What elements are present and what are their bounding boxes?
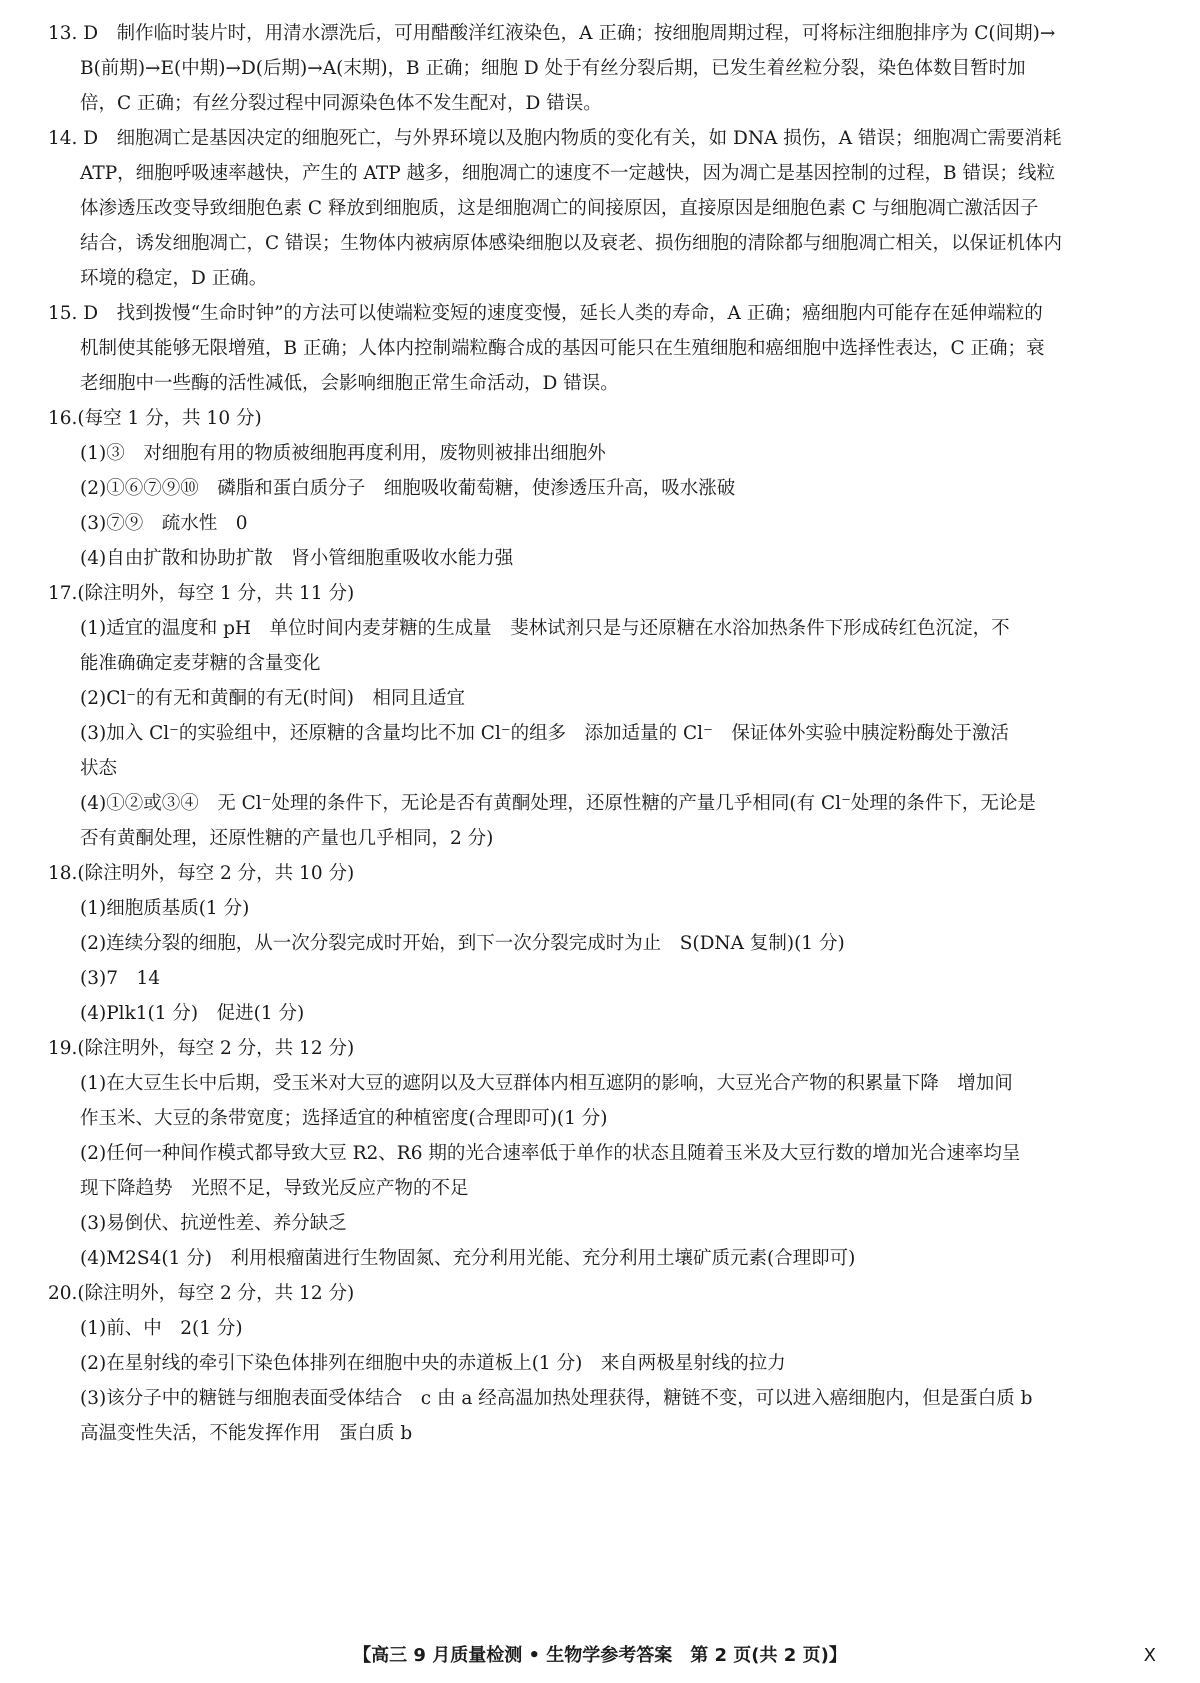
answer-14 [48, 121, 1152, 296]
answer-19-part: (3)易倒伏、抗逆性差、养分缺乏 [80, 1213, 347, 1234]
answer-15-line: 机制使其能够无限增殖，B 正确；人体内控制端粒酶合成的基因可能只在生殖细胞和癌细胞中选择性表达，C 正确；衰 [80, 338, 1045, 359]
answer-15-line: 15. D 找到拨慢“生命时钟”的方法可以使端粒变短的速度变慢，延长人类的寿命，A 正确；癌细胞内可能存在延伸端粒的 [48, 303, 1043, 324]
answer-17 [48, 576, 1152, 856]
answer-16-part: (2)①⑥⑦⑨⑩ 磷脂和蛋白质分子 细胞吸收葡萄糖，使渗透压升高，吸水涨破 [80, 478, 736, 499]
answer-17-part: (3)加入 Cl⁻的实验组中，还原糖的含量均比不加 Cl⁻的组多 添加适量的 Cl⁻ 保证体外实验中胰淀粉酶处于激活 [80, 723, 1009, 744]
answer-20-part: (2)在星射线的牵引下染色体排列在细胞中央的赤道板上(1 分) 来自两极星射线的拉力 [80, 1353, 786, 1374]
answer-16-heading: 16.(每空 1 分，共 10 分) [48, 408, 262, 429]
answer-19 [48, 1031, 1152, 1276]
answer-17-part: (1)适宜的温度和 pH 单位时间内麦芽糖的生成量 斐林试剂只是与还原糖在水浴加热条件下形成砖红色沉淀，不 [80, 618, 1010, 639]
answer-16-part: (3)⑦⑨ 疏水性 0 [80, 513, 248, 534]
answer-20-part: (3)该分子中的糖链与细胞表面受体结合 c 由 a 经高温加热处理获得，糖链不变，可以进入癌细胞内，但是蛋白质 b [80, 1388, 1033, 1409]
answer-17-part: 能准确确定麦芽糖的含量变化 [80, 653, 321, 674]
answer-17-part: 否有黄酮处理，还原性糖的产量也几乎相同，2 分) [80, 828, 494, 849]
answer-18-part: (4)Plk1(1 分) 促进(1 分) [80, 1003, 305, 1024]
answer-17-heading: 17.(除注明外，每空 1 分，共 11 分) [48, 583, 355, 604]
answer-17-part: (2)Cl⁻的有无和黄酮的有无(时间) 相同且适宜 [80, 688, 465, 709]
answer-20-part: 高温变性失活，不能发挥作用 蛋白质 b [80, 1423, 413, 1444]
answer-15 [48, 296, 1152, 401]
answer-18-part: (2)连续分裂的细胞，从一次分裂完成时开始，到下一次分裂完成时为止 S(DNA 复制)(1 分) [80, 933, 845, 954]
answer-18-heading: 18.(除注明外，每空 2 分，共 10 分) [48, 863, 355, 884]
answer-19-part: (1)在大豆生长中后期，受玉米对大豆的遮阴以及大豆群体内相互遮阴的影响，大豆光合产物的积累量下降 增加间 [80, 1073, 1013, 1094]
answer-16 [48, 401, 1152, 576]
answer-14-line: ATP，细胞呼吸速率越快，产生的 ATP 越多，细胞凋亡的速度不一定越快，因为凋亡是基因控制的过程，B 错误；线粒 [80, 163, 1056, 184]
answer-17-part: 状态 [80, 758, 118, 779]
answer-14-line: 14. D 细胞凋亡是基因决定的细胞死亡，与外界环境以及胞内物质的变化有关，如 DNA 损伤，A 错误；细胞凋亡需要消耗 [48, 128, 1062, 149]
answer-20 [48, 1276, 1152, 1451]
footer-version-mark: X [1143, 1645, 1156, 1666]
answer-19-part: (4)M2S4(1 分) 利用根瘤菌进行生物固氮、充分利用光能、充分利用土壤矿质元素(合理即可) [80, 1248, 856, 1269]
answer-20-heading: 20.(除注明外，每空 2 分，共 12 分) [48, 1283, 355, 1304]
answer-15-line: 老细胞中一些酶的活性减低，会影响细胞正常生命活动，D 错误。 [80, 373, 619, 394]
answer-13-line: 13. D 制作临时装片时，用清水漂洗后，可用醋酸洋红液染色，A 正确；按细胞周期过程，可将标注细胞排序为 C(间期)→ [48, 23, 1056, 44]
answer-19-part: (2)任何一种间作模式都导致大豆 R2、R6 期的光合速率低于单作的状态且随着玉米及大豆行数的增加光合速率均呈 [80, 1143, 1021, 1164]
answer-19-part: 现下降趋势 光照不足，导致光反应产物的不足 [80, 1178, 469, 1199]
answer-19-heading: 19.(除注明外，每空 2 分，共 12 分) [48, 1038, 355, 1059]
answer-16-part: (4)自由扩散和协助扩散 肾小管细胞重吸收水能力强 [80, 548, 514, 569]
page-footer: 【高三 9 月质量检测 • 生物学参考答案 第 2 页(共 2 页)】 [353, 1645, 847, 1666]
answer-18-part: (1)细胞质基质(1 分) [80, 898, 250, 919]
answer-13 [48, 16, 1152, 121]
answer-18 [48, 856, 1152, 1031]
answer-14-line: 环境的稳定，D 正确。 [80, 268, 268, 289]
answer-14-line: 结合，诱发细胞凋亡，C 错误；生物体内被病原体感染细胞以及衰老、损伤细胞的清除都与细胞凋亡相关，以保证机体内 [80, 233, 1063, 254]
answer-14-line: 体渗透压改变导致细胞色素 C 释放到细胞质，这是细胞凋亡的间接原因，直接原因是细胞色素 C 与细胞凋亡激活因子 [80, 198, 1039, 219]
answer-13-line: B(前期)→E(中期)→D(后期)→A(末期)，B 正确；细胞 D 处于有丝分裂后期，已发生着丝粒分裂，染色体数目暂时加 [80, 58, 1026, 79]
answer-18-part: (3)7 14 [80, 968, 161, 989]
answer-19-part: 作玉米、大豆的条带宽度；选择适宜的种植密度(合理即可)(1 分) [80, 1108, 608, 1129]
answer-13-line: 倍，C 正确；有丝分裂过程中同源染色体不发生配对，D 错误。 [80, 93, 602, 114]
answer-16-part: (1)③ 对细胞有用的物质被细胞再度利用，废物则被排出细胞外 [80, 443, 606, 464]
answer-20-part: (1)前、中 2(1 分) [80, 1318, 243, 1339]
answer-17-part: (4)①②或③④ 无 Cl⁻处理的条件下，无论是否有黄酮处理，还原性糖的产量几乎相同(有 Cl⁻处理的条件下，无论是 [80, 793, 1036, 814]
